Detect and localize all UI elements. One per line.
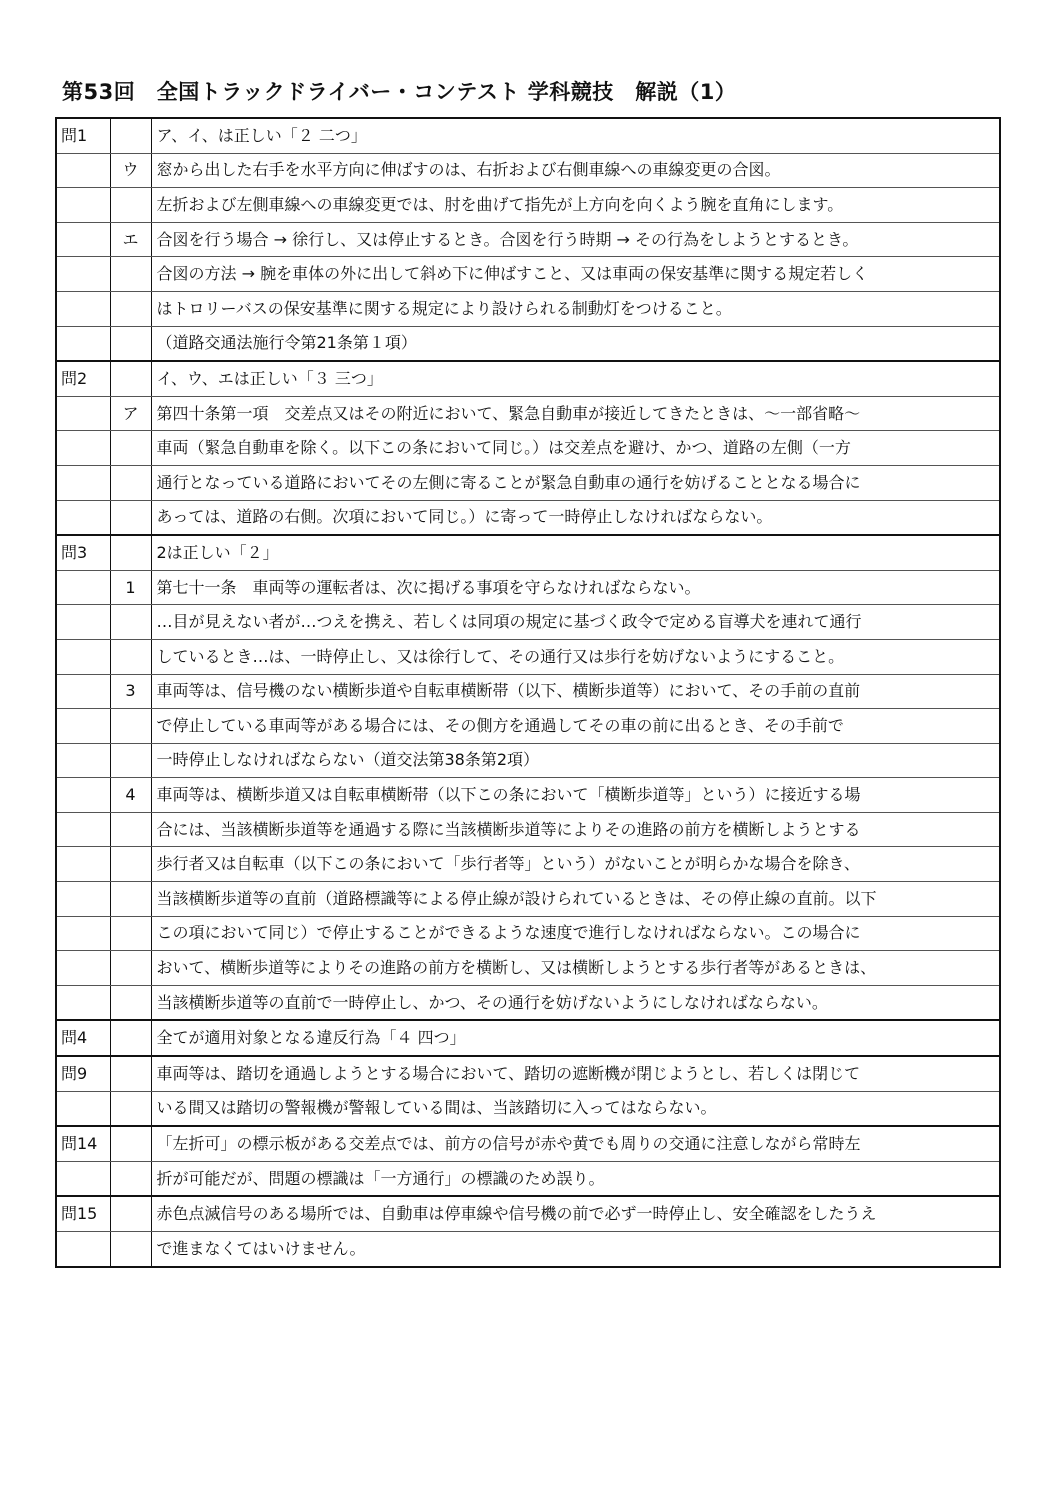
explanation-text-cell: ア、イ、は正しい「２ 二つ」 [151, 118, 1000, 153]
choice-label-cell [110, 882, 151, 917]
table-row [56, 674, 1000, 709]
choice-label-cell [110, 291, 151, 326]
table-row [56, 709, 1000, 744]
explanation-text-cell: 左折および左側車線への車線変更では、肘を曲げて指先が上方向を向くよう腕を直角にします。 [151, 188, 1000, 223]
table-row [56, 1091, 1000, 1126]
choice-label-cell [110, 951, 151, 986]
table-row [56, 153, 1000, 188]
table-row [56, 222, 1000, 257]
explanation-text-cell: 車両等は、横断歩道又は自転車横断帯（以下この条において「横断歩道等」という）に接近する場 [151, 778, 1000, 813]
question-number-cell: 問1 [56, 118, 110, 153]
choice-label-cell [110, 847, 151, 882]
question-number-cell [56, 431, 110, 466]
choice-label-cell [110, 985, 151, 1020]
table-row [56, 291, 1000, 326]
explanation-text-cell: 合図を行う場合 → 徐行し、又は停止するとき。合図を行う時期 → その行為をしようとするとき。 [151, 222, 1000, 257]
question-number-cell [56, 709, 110, 744]
explanation-text-cell: （道路交通法施行令第21条第１項） [151, 326, 1000, 361]
question-number-cell [56, 291, 110, 326]
explanation-text-cell: 窓から出した右手を水平方向に伸ばすのは、右折および右側車線への車線変更の合図。 [151, 153, 1000, 188]
question-number-cell [56, 222, 110, 257]
question-number-cell: 問9 [56, 1056, 110, 1091]
choice-label-cell [110, 1161, 151, 1196]
question-number-cell [56, 257, 110, 292]
question-number-cell [56, 778, 110, 813]
explanation-text-cell: 車両（緊急自動車を除く。以下この条において同じ。）は交差点を避け、かつ、道路の左側（一方 [151, 431, 1000, 466]
choice-label-cell [110, 1091, 151, 1126]
question-number-cell: 問4 [56, 1020, 110, 1056]
table-row [56, 605, 1000, 640]
choice-label-cell [110, 465, 151, 500]
explanation-text-cell: しているとき…は、一時停止し、又は徐行して、その通行又は歩行を妨げないようにすること。 [151, 639, 1000, 674]
choice-label-cell [110, 916, 151, 951]
choice-label-cell: 1 [110, 570, 151, 605]
explanation-text-cell: 当該横断歩道等の直前で一時停止し、かつ、その通行を妨げないようにしなければならない。 [151, 985, 1000, 1020]
explanation-text-cell: イ、ウ、エは正しい「３ 三つ」 [151, 361, 1000, 396]
choice-label-cell [110, 1126, 151, 1161]
explanation-text-cell: 赤色点滅信号のある場所では、自動車は停車線や信号機の前で必ず一時停止し、安全確認をしたうえ [151, 1196, 1000, 1231]
explanation-text-cell: 車両等は、信号機のない横断歩道や自転車横断帯（以下、横断歩道等）において、その手前の直前 [151, 674, 1000, 709]
choice-label-cell [110, 188, 151, 223]
choice-label-cell [110, 605, 151, 640]
question-number-cell [56, 812, 110, 847]
table-row [56, 916, 1000, 951]
table-row [56, 361, 1000, 396]
question-number-cell [56, 674, 110, 709]
table-row [56, 1056, 1000, 1091]
choice-label-cell [110, 361, 151, 396]
table-row [56, 570, 1000, 605]
choice-label-cell [110, 118, 151, 153]
explanation-text-cell: 当該横断歩道等の直前（道路標識等による停止線が設けられているときは、その停止線の直前。以下 [151, 882, 1000, 917]
question-number-cell [56, 882, 110, 917]
question-number-cell [56, 1161, 110, 1196]
table-row [56, 1126, 1000, 1161]
explanation-text-cell: この項において同じ）で停止することができるような速度で進行しなければならない。この場合に [151, 916, 1000, 951]
table-row [56, 257, 1000, 292]
table-row [56, 396, 1000, 431]
choice-label-cell: 4 [110, 778, 151, 813]
table-row [56, 1161, 1000, 1196]
explanation-text-cell: おいて、横断歩道等によりその進路の前方を横断し、又は横断しようとする歩行者等があるときは、 [151, 951, 1000, 986]
question-number-cell: 問3 [56, 535, 110, 570]
table-row [56, 639, 1000, 674]
table-row [56, 778, 1000, 813]
explanation-text-cell: …目が見えない者が…つえを携え、若しくは同項の規定に基づく政令で定める盲導犬を連れて通行 [151, 605, 1000, 640]
question-number-cell [56, 570, 110, 605]
question-number-cell [56, 465, 110, 500]
explanation-table [55, 117, 1001, 1268]
question-number-cell [56, 605, 110, 640]
choice-label-cell [110, 812, 151, 847]
explanation-text-cell: 第七十一条 車両等の運転者は、次に掲げる事項を守らなければならない。 [151, 570, 1000, 605]
question-number-cell [56, 188, 110, 223]
question-number-cell [56, 153, 110, 188]
explanation-text-cell: 折が可能だが、問題の標識は「一方通行」の標識のため誤り。 [151, 1161, 1000, 1196]
choice-label-cell [110, 1020, 151, 1056]
table-row [56, 985, 1000, 1020]
table-row [56, 188, 1000, 223]
choice-label-cell: エ [110, 222, 151, 257]
question-number-cell: 問15 [56, 1196, 110, 1231]
table-row [56, 882, 1000, 917]
table-row [56, 1196, 1000, 1231]
table-row [56, 118, 1000, 153]
question-number-cell: 問14 [56, 1126, 110, 1161]
explanation-text-cell: 通行となっている道路においてその左側に寄ることが緊急自動車の通行を妨げることとなる場合に [151, 465, 1000, 500]
table-row [56, 326, 1000, 361]
table-row [56, 535, 1000, 570]
table-row [56, 431, 1000, 466]
choice-label-cell: ア [110, 396, 151, 431]
explanation-text-cell: で進まなくてはいけません。 [151, 1232, 1000, 1267]
question-number-cell [56, 985, 110, 1020]
question-number-cell [56, 916, 110, 951]
explanation-table-body [56, 118, 1000, 1267]
question-number-cell [56, 326, 110, 361]
choice-label-cell: ウ [110, 153, 151, 188]
choice-label-cell [110, 326, 151, 361]
table-row [56, 1020, 1000, 1056]
page-title: 第53回 全国トラックドライバー・コンテスト 学科競技 解説（1） [62, 80, 737, 104]
choice-label-cell [110, 1196, 151, 1231]
question-number-cell [56, 743, 110, 778]
explanation-text-cell: 合図の方法 → 腕を車体の外に出して斜め下に伸ばすこと、又は車両の保安基準に関する規定若しく [151, 257, 1000, 292]
explanation-text-cell: で停止している車両等がある場合には、その側方を通過してその車の前に出るとき、その手前で [151, 709, 1000, 744]
choice-label-cell [110, 535, 151, 570]
question-number-cell [56, 847, 110, 882]
choice-label-cell [110, 500, 151, 535]
choice-label-cell [110, 709, 151, 744]
explanation-text-cell: 車両等は、踏切を通過しようとする場合において、踏切の遮断機が閉じようとし、若しくは閉じて [151, 1056, 1000, 1091]
question-number-cell [56, 396, 110, 431]
table-row [56, 1232, 1000, 1267]
question-number-cell: 問2 [56, 361, 110, 396]
explanation-text-cell: 2は正しい「２」 [151, 535, 1000, 570]
choice-label-cell [110, 257, 151, 292]
table-row [56, 847, 1000, 882]
choice-label-cell: 3 [110, 674, 151, 709]
explanation-text-cell: 全てが適用対象となる違反行為「４ 四つ」 [151, 1020, 1000, 1056]
choice-label-cell [110, 1232, 151, 1267]
explanation-text-cell: 「左折可」の標示板がある交差点では、前方の信号が赤や黄でも周りの交通に注意しながら常時左 [151, 1126, 1000, 1161]
table-row [56, 812, 1000, 847]
question-number-cell [56, 951, 110, 986]
explanation-text-cell: あっては、道路の右側。次項において同じ。）に寄って一時停止しなければならない。 [151, 500, 1000, 535]
explanation-text-cell: 合には、当該横断歩道等を通過する際に当該横断歩道等によりその進路の前方を横断しようとする [151, 812, 1000, 847]
explanation-text-cell: 一時停止しなければならない（道交法第38条第2項） [151, 743, 1000, 778]
choice-label-cell [110, 1056, 151, 1091]
choice-label-cell [110, 743, 151, 778]
question-number-cell [56, 500, 110, 535]
explanation-text-cell: 第四十条第一項 交差点又はその附近において、緊急自動車が接近してきたときは、～一部省略～ [151, 396, 1000, 431]
table-row [56, 951, 1000, 986]
explanation-text-cell: 歩行者又は自転車（以下この条において「歩行者等」という）がないことが明らかな場合を除き、 [151, 847, 1000, 882]
explanation-text-cell: はトロリーバスの保安基準に関する規定により設けられる制動灯をつけること。 [151, 291, 1000, 326]
question-number-cell [56, 1091, 110, 1126]
table-row [56, 743, 1000, 778]
question-number-cell [56, 1232, 110, 1267]
table-row [56, 465, 1000, 500]
choice-label-cell [110, 431, 151, 466]
question-number-cell [56, 639, 110, 674]
choice-label-cell [110, 639, 151, 674]
table-row [56, 500, 1000, 535]
explanation-text-cell: いる間又は踏切の警報機が警報している間は、当該踏切に入ってはならない。 [151, 1091, 1000, 1126]
